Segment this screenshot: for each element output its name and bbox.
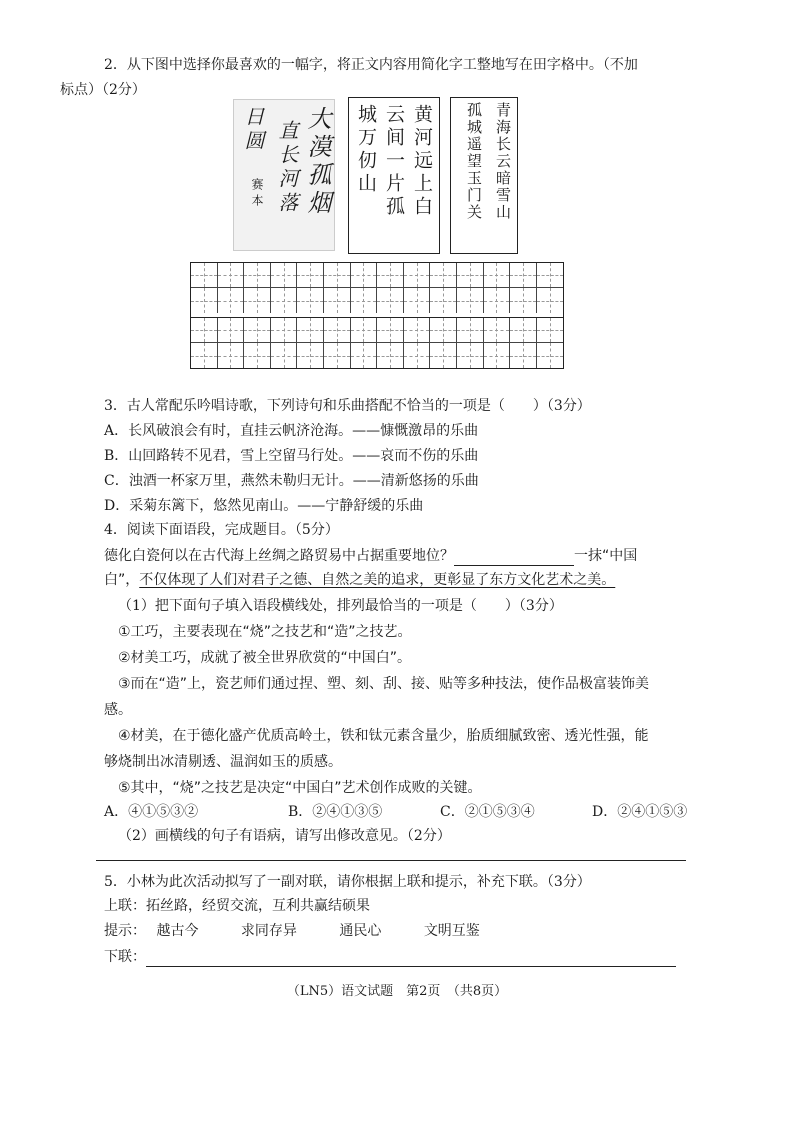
q4-sub2: （2）画横线的句子有语病，请写出修改意见。（2分） [118,828,451,844]
grid-cell[interactable] [324,343,351,368]
q5-lower-label: 下联： [104,949,146,965]
grid-cell[interactable] [218,288,245,313]
q4-option-c: C．②①⑤③④ [440,804,535,820]
grid-cell[interactable] [510,343,537,368]
writing-grid[interactable] [190,262,564,369]
grid-cell[interactable] [297,263,324,288]
q5-stem: 5．小林为此次活动拟写了一副对联，请你根据上联和提示，补充下联。（3分） [104,874,591,890]
grid-row-2 [191,318,563,343]
grid-cell[interactable] [510,288,537,313]
q5-hint-4: 文明互鉴 [423,923,480,939]
grid-cell[interactable] [484,343,511,368]
calligraphy-middle-col3: 城万仞山 [355,104,377,196]
grid-cell[interactable] [404,318,431,343]
calligraphy-left-col2: 直长河落 [275,120,299,216]
grid-cell[interactable] [377,263,404,288]
q3-option-b: B．山回路转不见君，雪上空留马行处。——哀而不伤的乐曲 [104,448,479,464]
grid-row-1 [191,263,563,288]
q4-sentence-3b: 感。 [104,702,132,718]
grid-cell[interactable] [271,288,298,313]
q4-passage-c: 白”， [104,572,140,588]
grid-cell[interactable] [484,288,511,313]
q4-sub1: （1）把下面句子填入语段横线处，排列最恰当的一项是（ ）（3分） [118,598,563,614]
grid-cell[interactable] [430,318,457,343]
q3-option-a: A．长风破浪会有时，直挂云帆济沧海。——慷慨激昂的乐曲 [104,423,479,439]
grid-cell[interactable] [191,318,218,343]
q3-stem: 3．古人常配乐吟唱诗歌，下列诗句和乐曲搭配不恰当的一项是（ ）（3分） [104,398,591,414]
grid-cell[interactable] [351,263,378,288]
grid-cell[interactable] [244,343,271,368]
q4-underlined-sentence: 不仅体现了人们对君子之德、自然之美的追求，更彰显了东方文化艺术之美。 [139,572,616,588]
grid-cell[interactable] [271,318,298,343]
q4-sentence-5: ⑤其中，“烧”之技艺是决定“中国白”艺术创作成败的关键。 [118,780,482,796]
q4-answer-line[interactable] [96,860,686,861]
grid-cell[interactable] [377,288,404,313]
q3-option-c: C．浊酒一杯家万里，燕然未勒归无计。——清新悠扬的乐曲 [104,473,479,489]
page-footer: （LN5）语文试题 第2页 （共8页） [286,984,508,999]
calligraphy-left-col3: 日圆 [241,106,265,154]
grid-cell[interactable] [404,343,431,368]
grid-cell[interactable] [271,343,298,368]
q4-option-d: D．②④①⑤③ [592,804,688,820]
grid-cell[interactable] [351,288,378,313]
q5-upper [104,896,370,916]
q5-hint-1: 越古今 [156,923,199,939]
grid-cell[interactable] [351,318,378,343]
grid-cell[interactable] [351,343,378,368]
grid-cell[interactable] [430,263,457,288]
calligraphy-right-col1: 青海长云暗雪山 [494,102,512,221]
q5-hint-3: 通民心 [339,923,382,939]
q4-passage-a: 德化白瓷何以在古代海上丝绸之路贸易中占据重要地位？ [104,548,454,564]
calligraphy-middle [348,97,440,254]
grid-cell[interactable] [430,343,457,368]
grid-cell[interactable] [244,318,271,343]
q4-sentence-4b: 够烧制出冰清剔透、温润如玉的质感。 [104,754,342,770]
grid-row-1b [191,288,563,313]
calligraphy-middle-col2: 云间一片孤 [383,104,405,219]
grid-cell[interactable] [218,343,245,368]
grid-cell[interactable] [297,288,324,313]
q4-passage-line2 [104,570,615,590]
q5-hints [104,921,480,941]
q2-line2: 标点）（2分） [60,82,146,98]
q3-option-d: D．采菊东篱下，悠然见南山。——宁静舒缓的乐曲 [104,498,424,514]
q4-passage-line1 [104,545,637,566]
grid-cell[interactable] [404,288,431,313]
q4-sentence-1: ①工巧，主要表现在“烧”之技艺和“造”之技艺。 [118,624,412,640]
q4-stem: 4．阅读下面语段，完成题目。（5分） [104,522,339,538]
q5-lower [104,946,676,967]
grid-cell[interactable] [377,318,404,343]
grid-cell[interactable] [324,318,351,343]
grid-cell[interactable] [244,263,271,288]
grid-cell[interactable] [537,263,564,288]
grid-cell[interactable] [271,263,298,288]
grid-cell[interactable] [297,318,324,343]
q4-sentence-2: ②材美工巧，成就了被全世界欣赏的“中国白”。 [118,650,412,666]
q5-upper-text: 拓丝路，经贸交流，互利共赢结硕果 [146,898,370,914]
calligraphy-left-sign: 赛本 [250,178,264,210]
grid-cell[interactable] [457,318,484,343]
q4-passage-b: 一抹“中国 [574,548,638,564]
q5-hint-2: 求同存异 [240,923,297,939]
grid-cell[interactable] [218,318,245,343]
q4-sentence-4a: ④材美，在于德化盛产优质高岭土，铁和钛元素含量少，胎质细腻致密、透光性强，能 [118,728,649,744]
grid-cell[interactable] [218,263,245,288]
q2-line1: 2．从下图中选择你最喜欢的一幅字，将正文内容用简化字工整地写在田字格中。（不加 [104,57,638,73]
q4-sentence-3a: ③而在“造”上，瓷艺师们通过捏、塑、刻、刮、接、贴等多种技法，使作品极富装饰美 [118,676,650,692]
grid-cell[interactable] [191,343,218,368]
grid-cell[interactable] [324,263,351,288]
grid-cell[interactable] [457,343,484,368]
grid-cell[interactable] [510,318,537,343]
grid-cell[interactable] [537,343,564,368]
grid-cell[interactable] [430,288,457,313]
q5-upper-label: 上联： [104,898,146,914]
grid-cell[interactable] [377,343,404,368]
grid-cell[interactable] [537,318,564,343]
q4-option-b: B．②④①③⑤ [288,804,383,820]
grid-cell[interactable] [244,288,271,313]
calligraphy-right-col2: 孤城遥望玉门关 [465,102,483,221]
calligraphy-left [233,99,335,251]
grid-cell[interactable] [297,343,324,368]
q5-lower-blank[interactable] [146,946,676,967]
grid-cell[interactable] [484,263,511,288]
calligraphy-left-col1: 大漠孤烟 [303,106,331,218]
grid-cell[interactable] [404,263,431,288]
grid-cell[interactable] [324,288,351,313]
grid-cell[interactable] [191,263,218,288]
grid-cell[interactable] [537,288,564,313]
q4-passage-blank[interactable] [454,545,574,566]
grid-cell[interactable] [457,263,484,288]
q5-hint-label: 提示： [104,923,146,939]
grid-cell[interactable] [457,288,484,313]
q4-option-a: A．④①⑤③② [104,804,199,820]
calligraphy-middle-col1: 黄河远上白 [411,104,433,219]
calligraphy-right [450,97,518,254]
grid-cell[interactable] [484,318,511,343]
grid-row-2b [191,343,563,368]
grid-cell[interactable] [191,288,218,313]
grid-cell[interactable] [510,263,537,288]
